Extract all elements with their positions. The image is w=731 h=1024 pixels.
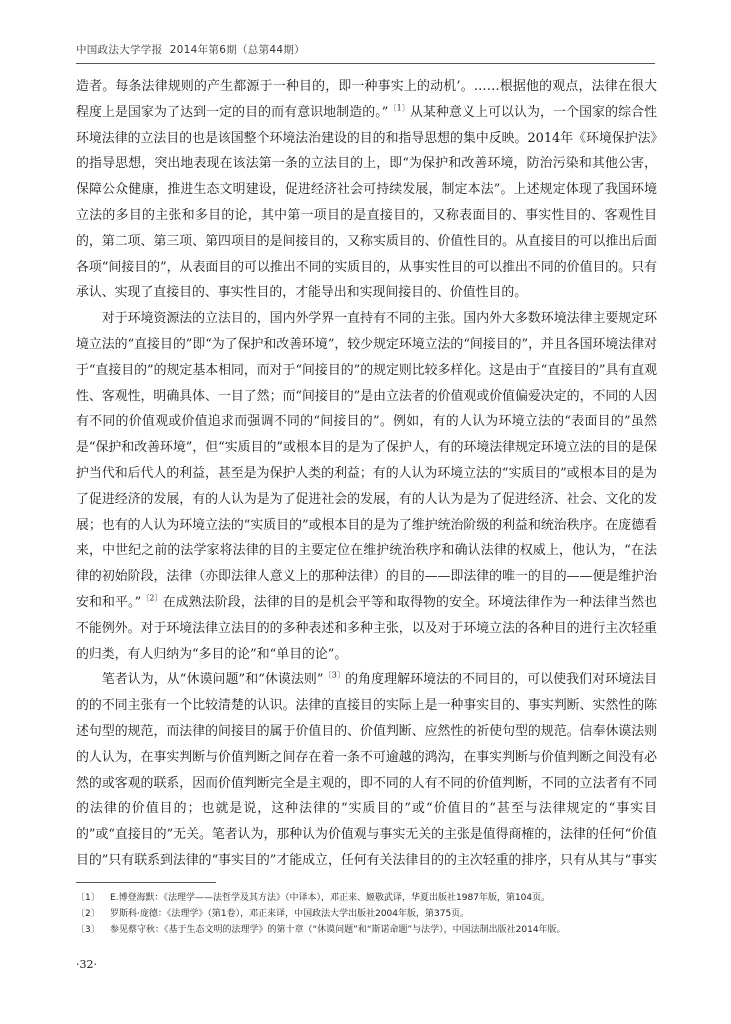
paragraph-text: 对于环境资源法的立法目的，国内外学界一直持有不同的主张。国内外大多数环境法律主要规定环境立法的“直接目的”即“为了保护和改善环境”，较少规定环境立法的“间接目的”，并且各国环境法律对于“直接目的”的规定基本相同，而对于“间接目的”的规定则比较多样化。这是由于“直接目的”具有直观性、客观性，明确具体、一目了然；而“间接目的”是由立法者的价值观或价值偏爱决定的，不同的人因有不同的价值观或价值追求而强调不同的“间接目的”。例如，有的人认为环境立法的“表面目的”虽然是“保护和改善环境”，但“实质目的”或根本目的是为了保护人，有的环境法律规定环境立法的目的是保护当代和后代人的利益，甚至是为保护人类的利益；有的人认为环境立法的“实质目的”或根本目的是为了促进经济的发展，有的人认为是为了促进社会的发展，有的人认为是为了促进经济、社会、文化的发展；也有的人认为环境立法的“实质目的”或根本目的是为了维护统治阶级的利益和统治秩序。在庞德看来，中世纪之前的法学家将法律的目的主要定位在维护统治秩序和确认法律的权威上，他认为，“在法律的初始阶段，法律（亦即法律人意义上的那种法律）的目的——即法律的唯一的目的——便是维护治安和和平。” [76,311,657,610]
paragraph [76,667,657,872]
footnote [76,906,657,922]
paragraph [76,74,657,306]
footnote-mark: 〔2〕 [76,909,100,919]
paragraph-text: 的角度理解环境法的不同目的，可以使我们对环境法目的的不同主张有一个比较清楚的认识。法律的直接目的实际上是一种事实目的、事实判断、实然性的陈述句型的规范，而法律的间接目的属于价值目的、价值判断、应然性的祈使句型的规范。信奉休谟法则的人认为，在事实判断与价值判断之间存在着一条不可逾越的鸿沟，在事实判断与价值判断之间没有必然的或客观的联系，因而价值判断完全是主观的，即不同的人有不同的价值判断，不同的立法者有不同的法律的价值目的；也就是说，这种法律的“实质目的”或“价值目的”甚至与法律规定的“事实目的”或“直接目的”无关。笔者认为，那种认为价值观与事实无关的主张是值得商榷的，法律的任何“价值目的”只有联系到法律的“事实目的”才能成立，任何有关法律目的的主次轻重的排序，只有从其与“事实 [76,672,657,868]
issue-info: 2014年第6期（总第44期） [169,44,305,56]
page-number: ·32· [76,958,97,971]
footnote [76,890,657,906]
footnote-ref: 〔1〕 [388,103,410,113]
footnote-ref: 〔2〕 [141,593,163,603]
footnote-separator [76,882,216,883]
paragraph [76,306,657,667]
paragraph-text: 在成熟法阶段，法律的目的是机会平等和取得物的安全。环境法律作为一种法律当然也不能例外。对于环境法律立法目的的多种表述和多种主张，以及对于环境立法的各种目的进行主次轻重的归类，有人归纳为“多目的论”和“单目的论”。 [76,594,657,662]
article-body [76,74,657,872]
running-header [76,42,305,57]
footnote [76,922,657,938]
paragraph-text: 从某种意义上可以认为，一个国家的综合性环境法律的立法目的也是该国整个环境法治建设的目的和指导思想的集中反映。2014年《环境保护法》的指导思想，突出地表现在该法第一条的立法目的上，即“为保护和改善环境，防治污染和其他公害，保障公众健康，推进生态文明建设，促进经济社会可持续发展，制定本法”。上述规定体现了我国环境立法的多目的主张和多目的论，其中第一项目的是直接目的，又称表面目的、事实性目的、客观性目的，第二项、第三项、第四项目的是间接目的，又称实质目的、价值性目的。从直接目的可以推出后面各项“间接目的”，从表面目的可以推出不同的实质目的，从事实性目的可以推出不同的价值目的。只有承认、实现了直接目的、事实性目的，才能导出和实现间接目的、价值性目的。 [76,104,657,301]
footnote-mark: 〔3〕 [76,925,100,935]
footnote-text: 参见蔡守秋：《基于生态文明的法理学》的第十章（“休谟问题”和“斯诺命题”与法学），中国法制出版社2014年版。 [110,925,566,935]
footnotes [76,890,657,938]
footnote-ref: 〔3〕 [323,671,346,681]
paragraph-text: 造者。每条法律规则的产生都源于一种目的，即一种事实上的动机’。……根据他的观点，法律在很大程度上是国家为了达到一定的目的而有意识地制造的。” [76,79,657,120]
journal-name: 中国政法大学学报 [76,44,163,56]
paragraph-text: 笔者认为，从“休谟问题”和“休谟法则” [101,672,324,688]
footnote-text: E.博登海默：《法理学——法哲学及其方法》（中译本），邓正来、姬敬武译，华夏出版社1987年版，第104页。 [110,893,551,903]
header-rule [76,63,655,64]
footnote-text: 罗斯科·庞德：《法理学》（第1卷），邓正来译，中国政法大学出版社2004年版，第375页。 [110,909,470,919]
footnote-mark: 〔1〕 [76,893,100,903]
